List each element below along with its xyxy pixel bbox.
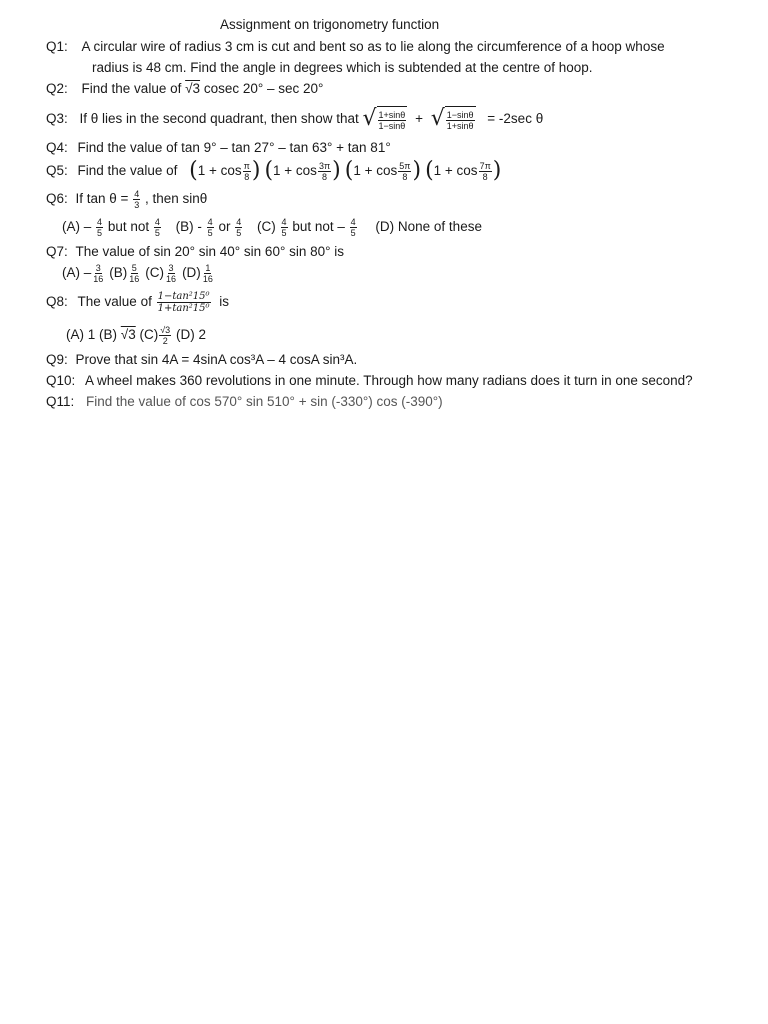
question-number: Q3: (46, 110, 68, 126)
question-9 (46, 352, 357, 367)
fraction (281, 217, 288, 238)
fraction (128, 263, 140, 284)
sqrt-sign: √ (430, 106, 445, 131)
option-c: (C) (257, 219, 276, 235)
fraction-denominator: 16 (129, 274, 140, 284)
fraction-denominator: 1+tan²15⁰ (157, 303, 210, 314)
fraction-denominator: 3 (134, 200, 140, 210)
question-5 (46, 160, 501, 182)
fraction-numerator: 1−tan²15⁰ (157, 291, 210, 302)
fraction-numerator: 4 (207, 217, 213, 227)
option-label: (C) (145, 265, 165, 281)
fraction-numerator: 4 (154, 217, 160, 227)
fraction-numerator: 3 (168, 263, 174, 273)
question-6-options (62, 217, 482, 238)
question-text: radius is 48 cm. Find the angle in degrees which is subtended at the centre of hoop. (92, 60, 593, 75)
fraction (92, 263, 104, 284)
question-10 (46, 373, 693, 388)
option-label: (B) (109, 265, 128, 281)
fraction-denominator: 16 (93, 274, 104, 284)
fraction-numerator: 4 (134, 189, 140, 199)
fraction (159, 325, 171, 346)
fraction-denominator: 8 (482, 171, 488, 182)
fraction-denominator: 1−sinθ (378, 120, 406, 131)
fraction-denominator: 2 (162, 336, 168, 346)
fraction (202, 263, 214, 284)
question-7-options (62, 263, 219, 284)
question-number: Q11: (46, 394, 75, 409)
option (109, 263, 141, 284)
question-text: If θ lies in the second quadrant, then show that (79, 110, 359, 126)
question-4 (46, 140, 391, 155)
option-c-text: but not – (292, 219, 345, 235)
fraction (446, 110, 475, 131)
question-number: Q4: (46, 140, 68, 155)
question-8 (46, 291, 229, 314)
question-text: Find the value of cos 570° sin 510° + sin (-330°) cos (-390°) (86, 394, 443, 409)
fraction-numerator: 4 (236, 217, 242, 227)
fraction-numerator: 5π (399, 160, 411, 171)
right-paren: ) (492, 158, 502, 183)
term-lead: 1 + cos (433, 162, 478, 178)
fraction-denominator: 5 (207, 228, 213, 238)
question-1 (46, 39, 665, 54)
fraction-numerator: 1+sinθ (378, 109, 406, 120)
right-paren: ) (332, 158, 341, 183)
fraction-denominator: 16 (202, 274, 213, 284)
fraction-numerator: 4 (97, 217, 103, 227)
question-text: The value of sin 20° sin 40° sin 60° sin 80° is (75, 244, 345, 259)
question-7 (46, 244, 344, 259)
question-6 (46, 189, 207, 210)
sqrt-sign: √ (362, 106, 377, 131)
fraction-numerator: 7π (479, 160, 491, 171)
product-term (425, 158, 502, 183)
fraction (157, 291, 211, 314)
fraction-denominator: 16 (166, 274, 177, 284)
fraction-numerator: 1−sinθ (446, 109, 474, 120)
option-c: (C) (139, 327, 159, 343)
option (182, 263, 215, 284)
option-b: (B) (99, 327, 118, 343)
option-d: (D) 2 (175, 327, 206, 343)
question-number: Q10: (46, 373, 76, 388)
product-term (189, 158, 261, 183)
question-text: cosec 20° – sec 20° (203, 81, 324, 96)
fraction-denominator: 5 (350, 228, 356, 238)
product-term (264, 158, 341, 183)
fraction-denominator: 5 (154, 228, 160, 238)
fraction-denominator: 8 (322, 171, 328, 182)
term-lead: 1 + cos (273, 162, 317, 178)
fraction (165, 263, 177, 284)
left-paren: ( (425, 158, 434, 183)
option-a: (A) 1 (66, 327, 96, 343)
question-text: A circular wire of radius 3 cm is cut and bent so as to lie along the circumference of a hoop whose (81, 39, 665, 54)
question-text: Prove that sin 4A = 4sinA cos³A – 4 cosA sin³A. (75, 352, 358, 367)
question-number: Q2: (46, 81, 68, 96)
question-8-options (66, 325, 206, 346)
fraction (350, 217, 357, 238)
question-text: A wheel makes 360 revolutions in one minute. Through how many radians does it turn in one second? (85, 373, 693, 388)
fraction-numerator: 4 (350, 217, 356, 227)
fraction (398, 161, 411, 182)
option-d: (D) None of these (375, 219, 482, 235)
left-paren: ( (344, 158, 354, 183)
question-text: Find the value of (81, 81, 182, 96)
option-b-text: or (218, 219, 231, 235)
product-expression (181, 158, 502, 183)
fraction (235, 217, 242, 238)
fraction-numerator: 3π (318, 160, 331, 171)
term-lead: 1 + cos (197, 162, 242, 178)
sqrt-expression: √3 (185, 81, 201, 96)
fraction-numerator: 3 (95, 263, 101, 273)
sqrt-expression: √3 (120, 327, 136, 343)
question-3 (46, 106, 543, 132)
question-number: Q1: (46, 39, 68, 54)
question-text: The value of (77, 294, 152, 310)
question-11 (46, 394, 443, 409)
fraction (318, 161, 331, 182)
fraction (378, 110, 407, 131)
fraction (154, 217, 161, 238)
sqrt-fraction (362, 106, 407, 132)
fraction-denominator: 8 (244, 171, 250, 182)
option-a-text: but not (107, 219, 150, 235)
option-label: (D) (182, 265, 201, 281)
fraction-numerator: 5 (131, 263, 137, 273)
fraction (207, 217, 214, 238)
left-paren: ( (189, 158, 198, 183)
question-number: Q6: (46, 191, 68, 207)
question-text: Find the value of (77, 162, 178, 178)
question-number: Q8: (46, 294, 68, 310)
question-text: Find the value of tan 9° – tan 27° – tan 63° + tan 81° (77, 140, 391, 155)
fraction (243, 161, 251, 182)
fraction-numerator: 4 (281, 217, 287, 227)
fraction (133, 189, 140, 210)
option-a: (A) – (62, 219, 92, 235)
question-text: If tan θ = (75, 191, 129, 207)
option (62, 263, 105, 284)
question-number: Q9: (46, 352, 68, 367)
right-paren: ) (412, 158, 422, 183)
fraction-denominator: 5 (281, 228, 287, 238)
option (145, 263, 178, 284)
left-paren: ( (264, 158, 274, 183)
fraction-denominator: 5 (236, 228, 242, 238)
plus-sign: + (415, 110, 423, 126)
question-text: is (219, 294, 230, 310)
question-number: Q5: (46, 162, 68, 178)
fraction-numerator: π (243, 160, 250, 171)
question-text: , then sinθ (145, 191, 208, 207)
fraction (479, 161, 492, 182)
question-text: = -2sec θ (487, 110, 544, 126)
option-label: (A) – (62, 265, 92, 281)
right-paren: ) (251, 158, 261, 183)
question-number: Q7: (46, 244, 68, 259)
question-2 (46, 81, 323, 96)
term-lead: 1 + cos (353, 162, 398, 178)
fraction-numerator: 1 (205, 263, 211, 273)
fraction-denominator: 1+sinθ (446, 120, 474, 131)
option-b: (B) - (175, 219, 202, 235)
fraction (96, 217, 103, 238)
fraction-denominator: 8 (402, 171, 408, 182)
sqrt-fraction (431, 106, 476, 132)
question-1-continued (92, 60, 593, 75)
fraction-numerator: √3 (160, 325, 171, 335)
page-title: Assignment on trigonometry function (220, 17, 440, 32)
fraction-denominator: 5 (97, 228, 103, 238)
product-term (344, 158, 422, 183)
